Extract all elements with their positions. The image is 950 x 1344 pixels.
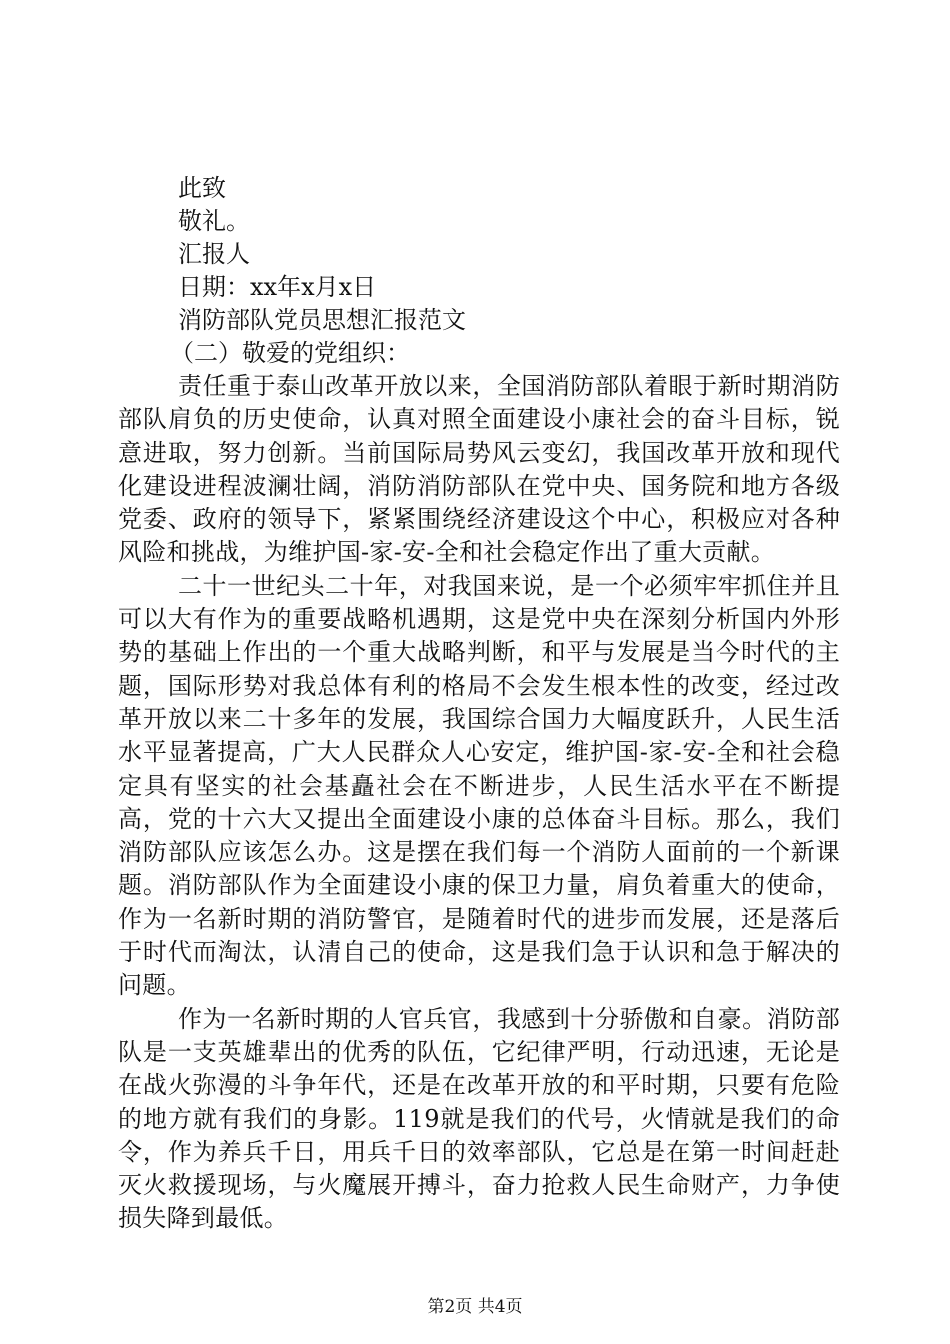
closing-greeting: 此致: [178, 174, 226, 202]
closing-salute: 敬礼。: [178, 207, 250, 235]
body-paragraph: 二十一世纪头二十年，对我国来说，是一个必须牢牢抓住并且可以大有作为的重要战略机遇期，这是党中央在深刻分析国内外形势的基础上作出的一个重大战略判断，和平与发展是当今时代的主题，国际形势对我总体有利的格局不会发生根本性的改变，经过改革开放以来二十多年的发展，我国综合国力大幅度跃升，人民生活水平显著提高，广大人民群众人心安定，维护国-家-安-全和社会稳定具有坚实的社会基矗社会在不断进步，人民生活水平在不断提高，党的十六大又提出全面建设小康的总体奋斗目标。那么，我们消防部队应该怎么办。这是摆在我们每一个消防人面前的一个新课题。消防部队作为全面建设小康的保卫力量，肩负着重大的使命，作为一名新时期的消防警官，是随着时代的进步而发展，还是落后于时代而淘汰，认清自己的使命，这是我们急于认识和急于解决的问题。: [118, 571, 840, 1000]
page-number: 第2页 共4页: [427, 1297, 523, 1317]
body-paragraph: 作为一名新时期的人官兵官，我感到十分骄傲和自豪。消防部队是一支英雄辈出的优秀的队伍，它纪律严明，行动迅速，无论是在战火弥漫的斗争年代，还是在改革开放的和平时期，只要有危险的地方就有我们的身影。119就是我们的代号，火情就是我们的命令，作为养兵千日，用兵千日的效率部队，它总是在第一时间赶赴灭火救援现场，与火魔展开搏斗，奋力抢救人民生命财产，力争使损失降到最低。: [118, 1004, 840, 1233]
body-paragraph: 责任重于泰山改革开放以来，全国消防部队着眼于新时期消防部队肩负的历史使命，认真对照全面建设小康社会的奋斗目标，锐意进取，努力创新。当前国际局势风云变幻，我国改革开放和现代化建设进程波澜壮阔，消防消防部队在党中央、国务院和地方各级党委、政府的领导下，紧紧围绕经济建设这个中心，积极应对各种风险和挑战，为维护国-家-安-全和社会稳定作出了重大贡献。: [118, 372, 840, 567]
salutation: （二）敬爱的党组织：: [170, 339, 410, 367]
document-body: [118, 172, 840, 1236]
reporter-label: 汇报人: [178, 240, 250, 268]
document-title: 消防部队党员思想汇报范文: [178, 306, 466, 334]
report-date: 日期：xx年x月x日: [178, 273, 377, 301]
